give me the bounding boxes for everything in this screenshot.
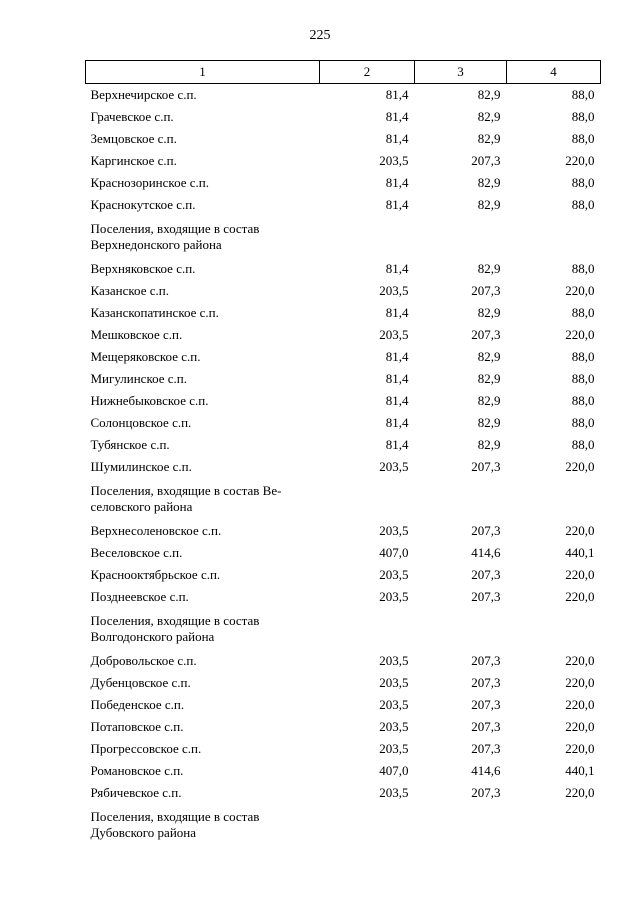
value-col-3: 82,9 (477, 109, 501, 124)
settlement-name: Победенское с.п. (90, 697, 185, 712)
value-col-3: 414,6 (471, 545, 501, 560)
table-row (86, 106, 601, 128)
value-col-2: 203,5 (379, 283, 409, 298)
table-body (86, 84, 601, 847)
table-row (86, 542, 601, 564)
value-col-3: 82,9 (477, 393, 501, 408)
value-col-2: 81,4 (385, 131, 409, 146)
value-col-4: 220,0 (565, 741, 595, 756)
value-col-3: 82,9 (477, 437, 501, 452)
value-col-2: 81,4 (385, 197, 409, 212)
value-col-4: 220,0 (565, 567, 595, 582)
table-row (86, 672, 601, 694)
settlement-name: Прогрессовское с.п. (90, 741, 202, 756)
value-col-3: 82,9 (477, 131, 501, 146)
settlement-name: Солонцовское с.п. (90, 415, 192, 430)
value-col-2: 203,5 (379, 589, 409, 604)
group-heading (86, 216, 601, 258)
header-row (86, 61, 601, 84)
group-heading-line-1: Поселения, входящие в состав (90, 221, 260, 236)
value-col-3: 207,3 (471, 523, 501, 538)
settlement-name: Верхнесоленовское с.п. (90, 523, 222, 538)
value-col-4: 88,0 (571, 109, 595, 124)
value-col-4: 88,0 (571, 175, 595, 190)
group-heading-line-2: Дубовского района (90, 825, 197, 840)
value-col-4: 220,0 (565, 459, 595, 474)
value-col-2: 81,4 (385, 437, 409, 452)
value-col-3: 207,3 (471, 327, 501, 342)
settlement-name: Мещеряковское с.п. (90, 349, 201, 364)
table-row (86, 456, 601, 478)
settlement-name: Краснокутское с.п. (90, 197, 196, 212)
table-row (86, 650, 601, 672)
table-header (86, 61, 601, 84)
value-col-2: 203,5 (379, 697, 409, 712)
settlement-name: Мигулинское с.п. (90, 371, 188, 386)
value-col-4: 88,0 (571, 131, 595, 146)
table-row (86, 302, 601, 324)
column-header-4: 4 (507, 61, 601, 84)
value-col-4: 220,0 (565, 675, 595, 690)
value-col-2: 407,0 (379, 763, 409, 778)
value-col-3: 82,9 (477, 87, 501, 102)
table-row (86, 324, 601, 346)
value-col-4: 440,1 (565, 763, 595, 778)
settlements-table (85, 60, 601, 846)
settlement-name: Потаповское с.п. (90, 719, 184, 734)
value-col-3: 82,9 (477, 175, 501, 190)
value-col-2: 203,5 (379, 459, 409, 474)
table-row (86, 434, 601, 456)
value-col-4: 220,0 (565, 283, 595, 298)
settlement-name: Краснозоринское с.п. (90, 175, 209, 190)
table-row (86, 716, 601, 738)
value-col-2: 81,4 (385, 393, 409, 408)
value-col-3: 207,3 (471, 785, 501, 800)
value-col-4: 220,0 (565, 785, 595, 800)
value-col-3: 207,3 (471, 675, 501, 690)
table-row (86, 760, 601, 782)
value-col-4: 220,0 (565, 653, 595, 668)
group-heading-line-1: Поселения, входящие в состав (90, 809, 260, 824)
table-row (86, 84, 601, 107)
table-row (86, 412, 601, 434)
settlement-name: Романовское с.п. (90, 763, 184, 778)
table-row (86, 390, 601, 412)
value-col-3: 207,3 (471, 459, 501, 474)
value-col-2: 81,4 (385, 175, 409, 190)
group-heading-line-2: Волгодонского района (90, 629, 215, 644)
group-heading-row (86, 478, 601, 520)
value-col-2: 203,5 (379, 327, 409, 342)
value-col-3: 207,3 (471, 741, 501, 756)
page-number: 225 (309, 28, 331, 43)
settlement-name: Тубянское с.п. (90, 437, 170, 452)
value-col-4: 440,1 (565, 545, 595, 560)
group-heading-line-1: Поселения, входящие в состав Ве- (90, 483, 282, 498)
value-col-2: 203,5 (379, 719, 409, 734)
value-col-4: 220,0 (565, 153, 595, 168)
table-row (86, 564, 601, 586)
value-col-4: 88,0 (571, 87, 595, 102)
group-heading-line-2: селовского района (90, 499, 193, 514)
settlement-name: Добровольское с.п. (90, 653, 197, 668)
value-col-2: 81,4 (385, 261, 409, 276)
group-heading-row (86, 216, 601, 258)
column-header-3: 3 (415, 61, 507, 84)
value-col-3: 207,3 (471, 283, 501, 298)
settlement-name: Дубенцовское с.п. (90, 675, 191, 690)
value-col-4: 220,0 (565, 589, 595, 604)
column-header-1: 1 (86, 61, 320, 84)
group-heading-row (86, 804, 601, 846)
group-heading-row (86, 608, 601, 650)
value-col-2: 203,5 (379, 741, 409, 756)
table-row (86, 258, 601, 280)
value-col-4: 88,0 (571, 437, 595, 452)
value-col-2: 203,5 (379, 523, 409, 538)
value-col-2: 81,4 (385, 415, 409, 430)
settlement-name: Краснооктябрьское с.п. (90, 567, 221, 582)
table-row (86, 346, 601, 368)
table-row (86, 368, 601, 390)
table-row (86, 520, 601, 542)
settlement-name: Верхнечирское с.п. (90, 87, 197, 102)
value-col-2: 203,5 (379, 567, 409, 582)
value-col-3: 207,3 (471, 567, 501, 582)
settlement-name: Рябичевское с.п. (90, 785, 182, 800)
group-heading (86, 608, 601, 650)
value-col-2: 81,4 (385, 87, 409, 102)
value-col-4: 220,0 (565, 523, 595, 538)
table-row (86, 586, 601, 608)
value-col-4: 220,0 (565, 697, 595, 712)
value-col-4: 88,0 (571, 349, 595, 364)
value-col-4: 220,0 (565, 327, 595, 342)
value-col-4: 88,0 (571, 393, 595, 408)
value-col-2: 203,5 (379, 153, 409, 168)
group-heading-line-1: Поселения, входящие в состав (90, 613, 260, 628)
column-header-2: 2 (320, 61, 415, 84)
value-col-3: 82,9 (477, 261, 501, 276)
value-col-4: 88,0 (571, 415, 595, 430)
value-col-3: 207,3 (471, 719, 501, 734)
value-col-2: 81,4 (385, 109, 409, 124)
value-col-3: 82,9 (477, 415, 501, 430)
value-col-4: 88,0 (571, 371, 595, 386)
value-col-2: 203,5 (379, 785, 409, 800)
value-col-3: 82,9 (477, 349, 501, 364)
value-col-4: 88,0 (571, 305, 595, 320)
value-col-2: 81,4 (385, 371, 409, 386)
settlement-name: Мешковское с.п. (90, 327, 183, 342)
value-col-3: 207,3 (471, 153, 501, 168)
table-row (86, 782, 601, 804)
settlement-name: Казанское с.п. (90, 283, 169, 298)
value-col-2: 81,4 (385, 305, 409, 320)
settlement-name: Позднеевское с.п. (90, 589, 189, 604)
settlement-name: Шумилинское с.п. (90, 459, 192, 474)
settlement-name: Грачевское с.п. (90, 109, 174, 124)
value-col-2: 203,5 (379, 675, 409, 690)
table-row (86, 128, 601, 150)
settlement-name: Верхняковское с.п. (90, 261, 196, 276)
table-row (86, 694, 601, 716)
value-col-3: 82,9 (477, 371, 501, 386)
value-col-3: 207,3 (471, 589, 501, 604)
settlement-name: Земцовское с.п. (90, 131, 177, 146)
settlement-name: Казанскопатинское с.п. (90, 305, 219, 320)
settlement-name: Нижнебыковское с.п. (90, 393, 209, 408)
value-col-3: 82,9 (477, 197, 501, 212)
table-row (86, 150, 601, 172)
value-col-3: 82,9 (477, 305, 501, 320)
table-row (86, 738, 601, 760)
value-col-2: 203,5 (379, 653, 409, 668)
table-row (86, 194, 601, 216)
value-col-2: 407,0 (379, 545, 409, 560)
group-heading-line-2: Верхнедонского района (90, 237, 222, 252)
value-col-4: 88,0 (571, 197, 595, 212)
value-col-2: 81,4 (385, 349, 409, 364)
value-col-3: 207,3 (471, 697, 501, 712)
value-col-4: 220,0 (565, 719, 595, 734)
table-row (86, 280, 601, 302)
value-col-3: 207,3 (471, 653, 501, 668)
value-col-3: 414,6 (471, 763, 501, 778)
group-heading (86, 804, 601, 846)
group-heading (86, 478, 601, 520)
settlement-name: Каргинское с.п. (90, 153, 177, 168)
settlement-name: Веселовское с.п. (90, 545, 183, 560)
table-row (86, 172, 601, 194)
value-col-4: 88,0 (571, 261, 595, 276)
